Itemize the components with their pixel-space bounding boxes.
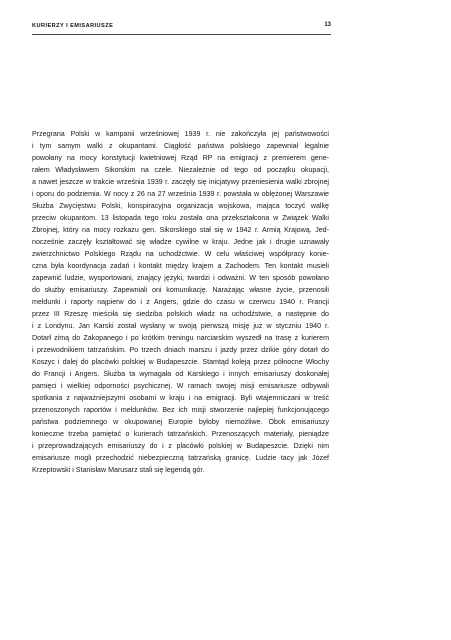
text-line: nocześnie zaczęły kształtować się władze cywilne w kraju. Jedne jak i drugie uznawały [32, 238, 329, 246]
text-line: Dotarł zimą do Zakopanego i po krótkim treningu narciarskim wyszedł na trasę z kurierem [32, 334, 329, 342]
text-line: państwa podziemnego w okupowanej Europie byłoby niemożliwe. Obok emisariuszy [32, 418, 329, 426]
body-paragraph [32, 128, 329, 476]
text-line: przenoszonych raportów i meldunków. Bez ich misji stworzenie najlepiej funkcjonującego [32, 406, 329, 414]
text-line: Zbrojnej, który na mocy rozkazu gen. Sikorskiego stał się w 1942 r. Armią Krajową. Jed- [32, 226, 329, 234]
text-line: Koszyc i dalej do placówki polskiej w Budapeszcie. Stamtąd koleją przez północne Włochy [32, 358, 329, 366]
text-line: przez III Rzeszę mieściła się siedziba polskich władz na uchodźstwie, a następnie do [32, 310, 329, 318]
text-line: i tym samym walki z okupantami. Ciągłość państwa polskiego zapewniał legalnie [32, 142, 329, 150]
text-line: i przewodnikiem tatrzańskim. Po trzech dniach marszu i jazdy przez dzikie góry dotarł do [32, 346, 329, 354]
text-line: pamięci i wielkiej odporności psychicznej. W ramach swojej misji emisariusze odbywali [32, 382, 329, 390]
text-line: i z Londynu. Jan Karski został wysłany w swoją pierwszą misję już w styczniu 1940 r. [32, 322, 329, 330]
text-line: meldunki i raporty najpierw do i z Angers, gdzie do czasu w czerwcu 1940 r. Francji [32, 298, 329, 306]
text-line: a nawet jeszcze w trakcie września 1939 r. zaczęły się inicjatywy przeniesienia walki zbrojnej [32, 178, 329, 186]
text-line: rałem Władysławem Sikorskim na czele. Niezależnie od tego od początku okupacji, [32, 166, 329, 174]
text-line: emisariusze mogli przechodzić niebezpieczną tatrzańską granicę. Ludzie tacy jak Józef [32, 454, 329, 462]
text-line: do Francji i Angers. Służba ta wymagała od Karskiego i innych emisariuszy doskonałej [32, 370, 329, 378]
text-line: spotkania z najważniejszymi osobami w kraju i na emigracji. Byli wtajemniczani w treść [32, 394, 329, 402]
header-divider [32, 34, 331, 35]
text-line: powołany na mocy konstytucji kwietniowej Rząd RP na emigracji z premierem gene- [32, 154, 329, 162]
text-line: zwierzchnictwo Polskiego Rządu na uchodźctwie. W celu właściwej współpracy konie- [32, 250, 329, 258]
text-line: i przeprowadzających emisariuszy do i z placówki polskiej w Budapeszcie. Dzięki nim [32, 442, 329, 450]
text-line: i oporu do podziemia. W nocy z 26 na 27 września 1939 r. powstała w oblężonej Warszawie [32, 190, 329, 198]
text-line: Krzeptowski i Stanisław Marusarz stali się legendą gór. [32, 466, 205, 474]
text-line: czna była koordynacja zadań i kontakt między krajem a Zachodem. Ten kontakt musieli [32, 262, 329, 270]
text-line: zapewnić ludzie, wysportowani, znający języki, twardzi i odważni. W ten sposób powołano [32, 274, 329, 282]
text-line: przeciw okupantom. 13 listopada tego roku została ona przekształcona w Związek Walki [32, 214, 329, 222]
text-line: do służby emisariuszy. Zapewniali oni komunikację. Narażając własne życie, przenosili [32, 286, 329, 294]
text-line: konieczne trzeba pamiętać o kurierach tatrzańskich. Przenoszących materiały, pieniądze [32, 430, 329, 438]
text-line: Służba Zwycięstwu Polski, konspiracyjna organizacja wojskowa, mająca toczyć walkę [32, 202, 329, 210]
page-number: 13 [324, 22, 331, 28]
running-head: KURIERZY I EMISARIUSZE [32, 23, 114, 29]
text-line: Przegrana Polski w kampanii wrześniowej 1939 r. nie zakończyła jej państwowości [32, 130, 329, 138]
